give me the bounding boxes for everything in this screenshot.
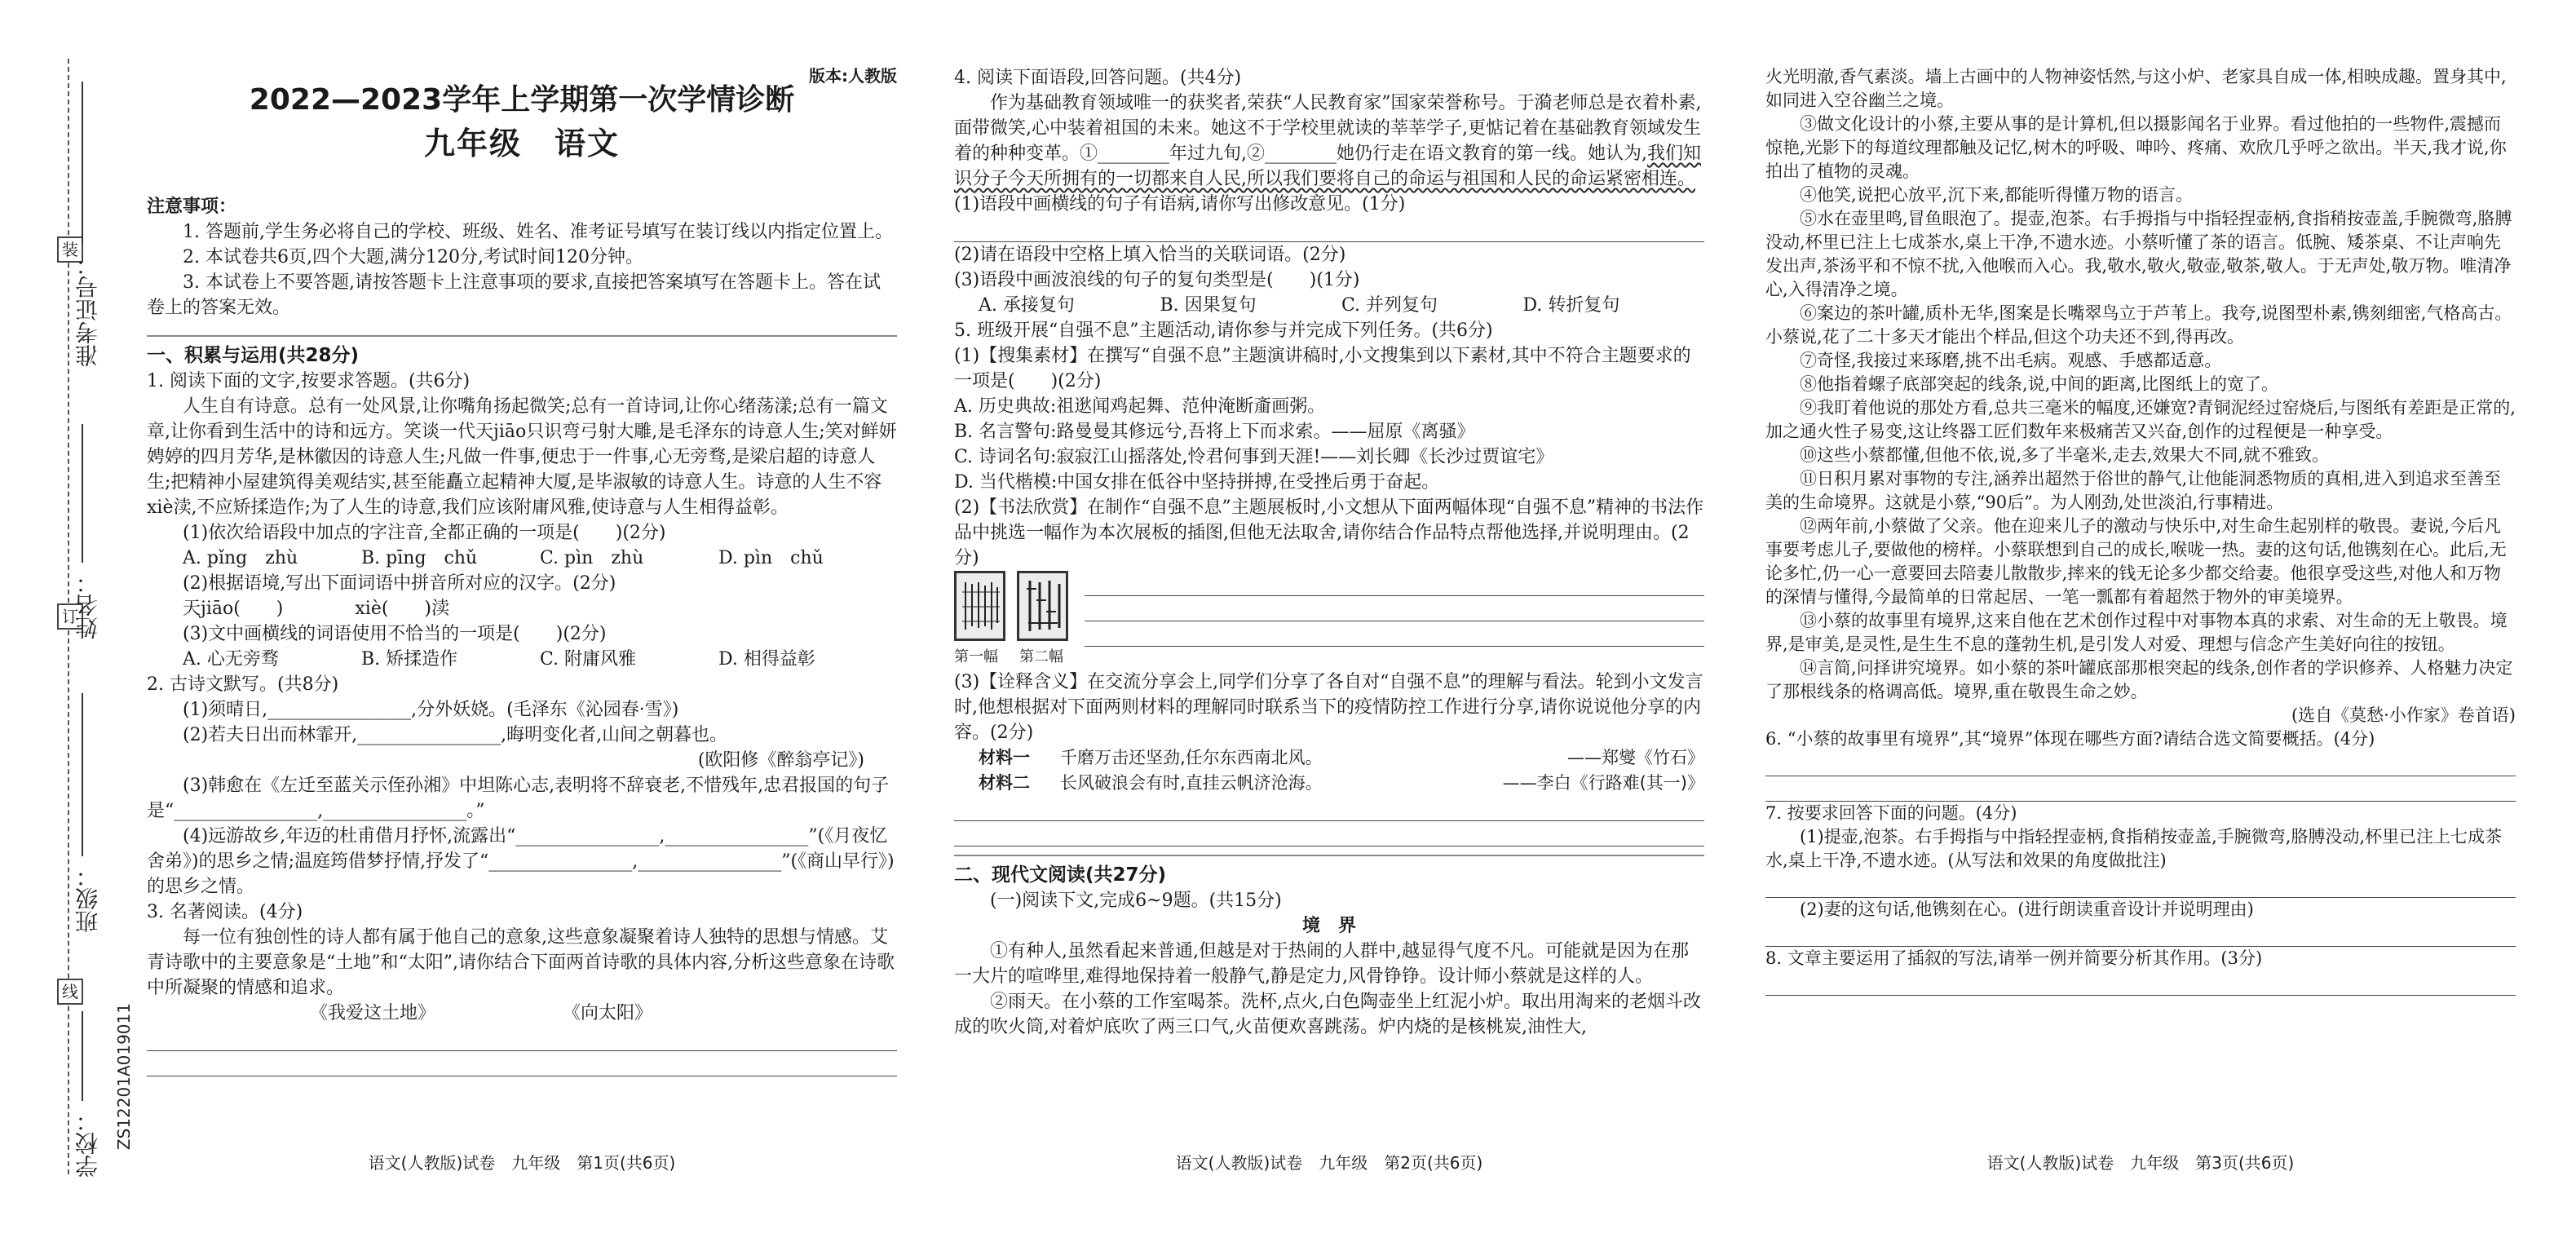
option-b[interactable]: B. 名言警句:路曼曼其修远兮,吾将上下而求索。——屈原《离骚》	[954, 422, 1475, 442]
essay-paragraph: 火光明澈,香气素淡。墙上古画中的人物神姿恬然,与这小炉、老家具自成一体,相映成趣。置身其中,如同进入空谷幽兰之境。	[1765, 67, 2507, 110]
poem-titles	[147, 1001, 897, 1026]
option-d[interactable]: D. 当代楷模:中国女排在低谷中坚持拼搏,在受挫后勇于奋起。	[954, 472, 1440, 493]
essay-paragraph: ④他笑,说把心放平,沉下来,都能听得懂万物的语言。	[1800, 185, 2194, 205]
sub-question: (1)依次给语段中加点的字注音,全都正确的一项是( )(2分)	[183, 523, 666, 543]
option-a[interactable]: A. pǐng zhù	[183, 548, 298, 568]
question-stem: 6. “小蔡的故事里有境界”,其“境界”体现在哪些方面?请结合选文简要概括。(4分)	[1765, 729, 2375, 749]
material-label: 材料二	[979, 773, 1030, 793]
calligraphy-images	[954, 571, 1068, 641]
material-1	[954, 745, 1704, 771]
fill-blank[interactable]: (4)远游故乡,年迈的杜甫借月抒怀,流露出“________________,________________”(《月夜忆舍弟》)的思乡之情;温庭筠借梦抒情,抒发了“________________,________________”(《商山早行》)的思乡之情。	[147, 826, 895, 897]
sub-question: (2)根据语境,写出下面词语中拼音所对应的汉字。(2分)	[183, 573, 616, 594]
question-stem: 5. 班级开展“自强不息”主题活动,请你参与并完成下列任务。(共6分)	[954, 320, 1493, 341]
section-heading: 二、现代文阅读(共27分)	[954, 864, 1167, 886]
fill-blank[interactable]: (1)须晴日,________________,分外妖娆。(毛泽东《沁园春·雪》)	[183, 700, 679, 720]
essay-paragraph: ⑭言简,问择讲究境界。如小蔡的茶叶罐底部那根突起的线条,创作者的学识修养、人格魅力决定了那根线条的格调高低。境界,重在敬畏生命之妙。	[1765, 658, 2513, 701]
answer-line[interactable]	[954, 796, 1704, 821]
ticket-label: 准考证号：	[74, 253, 101, 367]
section-heading: 一、积累与运用(共28分)	[147, 345, 360, 366]
sub-question: (1)【搜集素材】在撰写“自强不息”主题演讲稿时,小文搜集到以下素材,其中不符合主题要求的一项是( )(2分)	[954, 346, 1691, 391]
binding-mark-zhuang: 装	[57, 236, 83, 263]
poem-title: 《向太阳》	[563, 1003, 653, 1023]
calligraphy-image-1	[954, 571, 1005, 641]
option-d[interactable]: D. 转折复句	[1522, 295, 1620, 316]
caption-2: 第二幅	[1019, 648, 1063, 665]
name-field[interactable]	[82, 424, 83, 563]
passage: 人生自有诗意。总有一处风景,让你嘴角扬起微笑;总有一首诗词,让你心绪荡漾;总有一篇文章,让你看到生活中的诗和远方。笑谈一代天jiāo只识弯弓射大雕,是毛泽东的诗意人生;笑对鲜妍娉婷的四月芳华,是林徽因的诗意人生;凡做一件事,便忠于一件事,心无旁骛,是梁启超的诗意人生;把精神小屋建筑得美观结实,甚至能矗立起精神大厦,是毕淑敏的诗意人生。诗意的人生不容xiè渎,不应矫揉造作;为了人生的诗意,我们应该附庸风雅,使诗意与人生相得益彰。	[147, 396, 897, 518]
answer-line[interactable]	[147, 1051, 897, 1076]
essay-paragraph: ⑤水在壶里鸣,冒鱼眼泡了。提壶,泡茶。右手拇指与中指轻捏壶柄,食指稍按壶盖,手腕微弯,胳膊没动,杯里已注上七成茶水,桌上干净,不遗水迹。小蔡听懂了茶的语言。低腕、矮茶桌、不让声响先发出声,茶汤平和不惊不扰,入他喉而入心。我,敬水,敬火,敬壶,敬茶,敬人。于无声处,敬万物。唯清净心,入得清净之境。	[1765, 209, 2512, 299]
sub-question: (1)提壶,泡茶。右手拇指与中指轻捏壶柄,食指稍按壶盖,手腕微弯,胳膊没动,杯里已注上七成茶水,桌上干净,不遗水迹。(从写法和效果的角度做批注)	[1765, 827, 2503, 870]
notice-item: 1. 答题前,学生务必将自己的学校、班级、姓名、准考证号填写在装订线以内指定位置上。	[183, 222, 893, 242]
options	[147, 546, 897, 571]
page-footer: 语文(人教版)试卷 九年级 第3页(共6页)	[1986, 1153, 2295, 1173]
material-text: 长风破浪会有时,直挂云帆济沧海。	[1060, 773, 1323, 793]
answer-line[interactable]	[1765, 751, 2516, 776]
essay-paragraph: ⑥案边的茶叶罐,质朴无华,图案是长嘴翠鸟立于芦苇上。我夸,说图型朴素,镌刻细密,气格高古。小蔡说,花了二十多天才能出个样品,但这个功夫还不到,得再改。	[1765, 303, 2512, 347]
question-stem: 3. 名著阅读。(4分)	[147, 902, 303, 922]
answer-line[interactable]	[954, 217, 1704, 242]
answer-line[interactable]	[1085, 621, 1704, 647]
answer-line[interactable]	[1765, 970, 2516, 996]
page-footer: 语文(人教版)试卷 九年级 第1页(共6页)	[368, 1153, 676, 1173]
calligraphy-captions	[954, 644, 1068, 670]
binding-mark-xian: 线	[57, 979, 83, 1005]
class-label: 班级：	[74, 864, 101, 933]
essay-paragraph: ⑫两年前,小蔡做了父亲。他在迎来儿子的激动与快乐中,对生命生起别样的敬畏。妻说,今后凡事要考虑儿子,要做他的榜样。小蔡联想到自己的成长,喉咙一热。妻的这句话,他镌刻在心。此后,无论多忙,仍一心一意要回去陪妻儿散散步,摔来的钱无论多少都交给妻。他很享受这些,对他人和万物的深情与懂得,今最简单的日常起居、一笔一瓢都有着超然于物外的审美境界。	[1765, 516, 2507, 607]
fill-blank[interactable]: (3)韩愈在《左迁至蓝关示侄孙湘》中坦陈心志,表明将不辞衰老,不惜残年,忠君报国的句子是“________________,________________。”	[147, 776, 890, 821]
sub-question: (3)文中画横线的词语使用不恰当的一项是( )(2分)	[183, 624, 607, 644]
options	[147, 647, 897, 672]
school-label: 学校：	[74, 1109, 101, 1178]
notice-item: 2. 本试卷共6页,四个大题,满分120分,考试时间120分钟。	[183, 247, 643, 267]
option-c[interactable]: C. 诗词名句:寂寂江山摇落处,怜君何事到天涯!——刘长卿《长沙过贾谊宅》	[954, 447, 1554, 467]
option-b[interactable]: B. pīng chǔ	[361, 548, 478, 568]
fill-blank[interactable]: (2)若夫日出而林霏开,________________,晦明变化者,山间之朝暮也。	[183, 725, 728, 745]
material-label: 材料一	[979, 748, 1030, 767]
sub-question: (2)妻的这句话,他镌刻在心。(进行朗读重音设计并说明理由)	[1800, 899, 2254, 919]
essay-paragraph: ⑩这些小蔡都懂,但他不依,说,多了半毫米,走去,效果大不同,就不雅致。	[1800, 445, 2330, 465]
question-stem: 4. 阅读下面语段,回答问题。(共4分)	[954, 68, 1242, 88]
exam-title: 2022—2023学年上学期第一次学情诊断	[249, 83, 795, 117]
passage	[954, 91, 1704, 192]
essay-source: (选自《莫愁·小作家》卷首语)	[2291, 705, 2516, 725]
essay-paragraph: ⑦奇怪,我接过来琢磨,挑不出毛病。观感、手感都适意。	[1800, 351, 2222, 370]
option-a[interactable]: A. 历史典故:祖逖闻鸡起舞、范仲淹断齑画粥。	[954, 396, 1326, 417]
poem-title: 《我爱这土地》	[310, 1003, 436, 1023]
school-field[interactable]	[82, 1011, 83, 1101]
option-b[interactable]: B. 矫揉造作	[361, 649, 458, 670]
essay-paragraph: ①有种人,虽然看起来普通,但越是对于热闹的人群中,越显得气度不凡。可能就是因为在那一大片的喧哗里,难得地保持着一般静气,静是定力,风骨铮铮。设计师小蔡就是这样的人。	[954, 941, 1689, 987]
option-d[interactable]: D. 相得益彰	[718, 649, 815, 670]
essay-paragraph: ②雨天。在小蔡的工作室喝茶。洗杯,点火,白色陶壶坐上红泥小炉。取出用淘来的老烟斗改成的吹火筒,对着炉底吹了两三口气,火苗便欢喜跳荡。炉内烧的是核桃炭,油性大,	[954, 992, 1701, 1037]
answer-line[interactable]	[1765, 776, 2516, 802]
sub-question: (2)请在语段中空格上填入恰当的关联词语。(2分)	[954, 245, 1346, 265]
material-2	[954, 771, 1704, 796]
options	[954, 293, 1704, 318]
sub-question: (2)【书法欣赏】在制作“自强不息”主题展板时,小文想从下面两幅体现“自强不息”精神的书法作品中挑选一幅作为本次展板的插图,但他无法取舍,请你结合作品特点帮他选择,并说明理由。(2分)	[954, 497, 1704, 568]
calligraphy-image-2	[1017, 571, 1068, 641]
essay-paragraph: ③做文化设计的小蔡,主要从事的是计算机,但以摄影闻名于业界。看过他拍的一些物件,震撼而惊艳,光影下的每道纹理都触及记忆,树木的呼吸、呻吟、疼痛、欢欣几乎呼之欲出。半天,我才说,你拍出了植物的灵魂。	[1765, 114, 2507, 181]
notice-heading: 注意事项：	[147, 197, 237, 217]
essay-title: 境 界	[1301, 916, 1356, 936]
sub-question: (3)语段中画波浪线的句子的复句类型是( )(1分)	[954, 270, 1360, 290]
divider	[954, 855, 1704, 856]
name-label: 姓名：	[74, 571, 101, 639]
material-text: 千磨万击还坚劲,任尔东西南北风。	[1060, 748, 1323, 767]
passage: 每一位有独创性的诗人都有属于他自己的意象,这些意象凝聚着诗人独特的思想与情感。艾青诗歌中的主要意象是“土地”和“太阳”,请你结合下面两首诗歌的具体内容,分析这些意象在诗歌中所凝聚的情感和追求。	[147, 927, 895, 998]
calligraphy-answer-lines	[1085, 571, 1704, 647]
exam-code: ZS12201A019011	[114, 1003, 134, 1151]
divider	[147, 335, 897, 337]
section-subheading: (一)阅读下文,完成6~9题。(共15分)	[990, 891, 1282, 911]
version-label: 版本:人教版	[809, 66, 897, 86]
material-source: ——郑燮《竹石》	[1567, 748, 1704, 767]
essay-paragraph: ⑪日积月累对事物的专注,涵养出超然于俗世的静气,让他能洞悉物质的真相,进入到追求至善至美的生命境界。这就是小蔡,“90后”。为人刚劲,处世淡泊,行事精进。	[1765, 469, 2502, 512]
sub-question: (1)语段中画横线的句子有语病,请你写出修改意见。(1分)	[954, 194, 1406, 214]
essay-paragraph: ⑨我盯着他说的那处方看,总共三毫米的幅度,还嫌宽?青铜泥经过窑烧后,与图纸有差距是正常的,加之通火性子易变,这让终器工匠们数年来极痛苦又兴奋,创作的过程便是一种享受。	[1765, 398, 2516, 441]
question-stem: 7. 按要求回答下面的问题。(4分)	[1765, 803, 2017, 823]
class-field[interactable]	[82, 693, 83, 856]
answer-line[interactable]	[1765, 873, 2516, 898]
page-footer: 语文(人教版)试卷 九年级 第2页(共6页)	[1175, 1153, 1483, 1173]
option-b[interactable]: B. 因果复句	[1160, 295, 1257, 316]
answer-line[interactable]	[1085, 596, 1704, 621]
material-source: ——李白《行路难(其一)》	[1502, 773, 1704, 793]
answer-line[interactable]	[1085, 571, 1704, 596]
passage-text: 作为基础教育领域唯一的获奖者,荣获“人民教育家”国家荣誉称号。于漪老师总是衣着朴素,面带微笑,心中装着祖国的未来。她这不于学校里就读的莘莘学子,更惦记着在基础教育领域发生着的种种变革。①________年过九旬,②________她仍行走在语文教育的第一线。她认为,	[954, 93, 1702, 164]
answer-line[interactable]	[1765, 922, 2516, 947]
binding-mark-ding: 订	[57, 603, 83, 630]
option-a[interactable]: A. 承接复句	[979, 295, 1075, 316]
answer-line[interactable]	[954, 821, 1704, 846]
option-c[interactable]: C. pìn zhù	[540, 548, 644, 568]
option-c[interactable]: C. 附庸风雅	[540, 649, 637, 670]
exam-subtitle: 九年级 语文	[423, 126, 620, 161]
page-1	[147, 65, 897, 1076]
fill-blank[interactable]: 天jiāo( ) xiè( )渎	[183, 599, 450, 619]
page-3	[1765, 65, 2516, 996]
page-2	[954, 65, 1704, 1040]
answer-line[interactable]	[147, 1026, 897, 1051]
caption-1: 第一幅	[954, 648, 998, 665]
essay-paragraph: ⑬小蔡的故事里有境界,这来自他在艺术创作过程中对事物本真的求索、对生命的无上敬畏。境界,是审美,是灵性,是生生不息的蓬勃生机,是引发人对爱、理想与信念产生美好向往的按钮。	[1765, 611, 2508, 654]
calligraphy-block	[954, 571, 1704, 670]
sub-question: (3)【诠释含义】在交流分享会上,同学们分享了各自对“自强不息”的理解与看法。轮到小文发言时,他想根据对下面两则材料的理解同时联系当下的疫情防控工作进行分享,请你说说他分享的内容。(2分)	[954, 672, 1703, 743]
option-c[interactable]: C. 并列复句	[1341, 295, 1438, 316]
essay-paragraph: ⑧他指着螺子底部突起的线条,说,中间的距离,比图纸上的宽了。	[1800, 374, 2279, 394]
question-stem: 1. 阅读下面的文字,按要求答题。(共6分)	[147, 371, 471, 391]
option-a[interactable]: A. 心无旁骛	[183, 649, 279, 670]
question-stem: 2. 古诗文默写。(共8分)	[147, 674, 339, 695]
ticket-field[interactable]	[82, 82, 83, 245]
wavy-sentence: 我们知识分子今天所拥有的一切都来自人民,所以我们要将自己的命运与祖国和人民的命运紧密相连。	[954, 144, 1702, 189]
source: (欧阳修《醉翁亭记》)	[697, 750, 864, 771]
question-stem: 8. 文章主要运用了插叙的写法,请举一例并简要分析其作用。(3分)	[1765, 948, 2263, 968]
notice-item: 3. 本试卷上不要答题,请按答题卡上注意事项的要求,直接把答案填写在答题卡上。答在试卷上的答案无效。	[147, 272, 881, 318]
option-d[interactable]: D. pìn chǔ	[718, 548, 824, 568]
